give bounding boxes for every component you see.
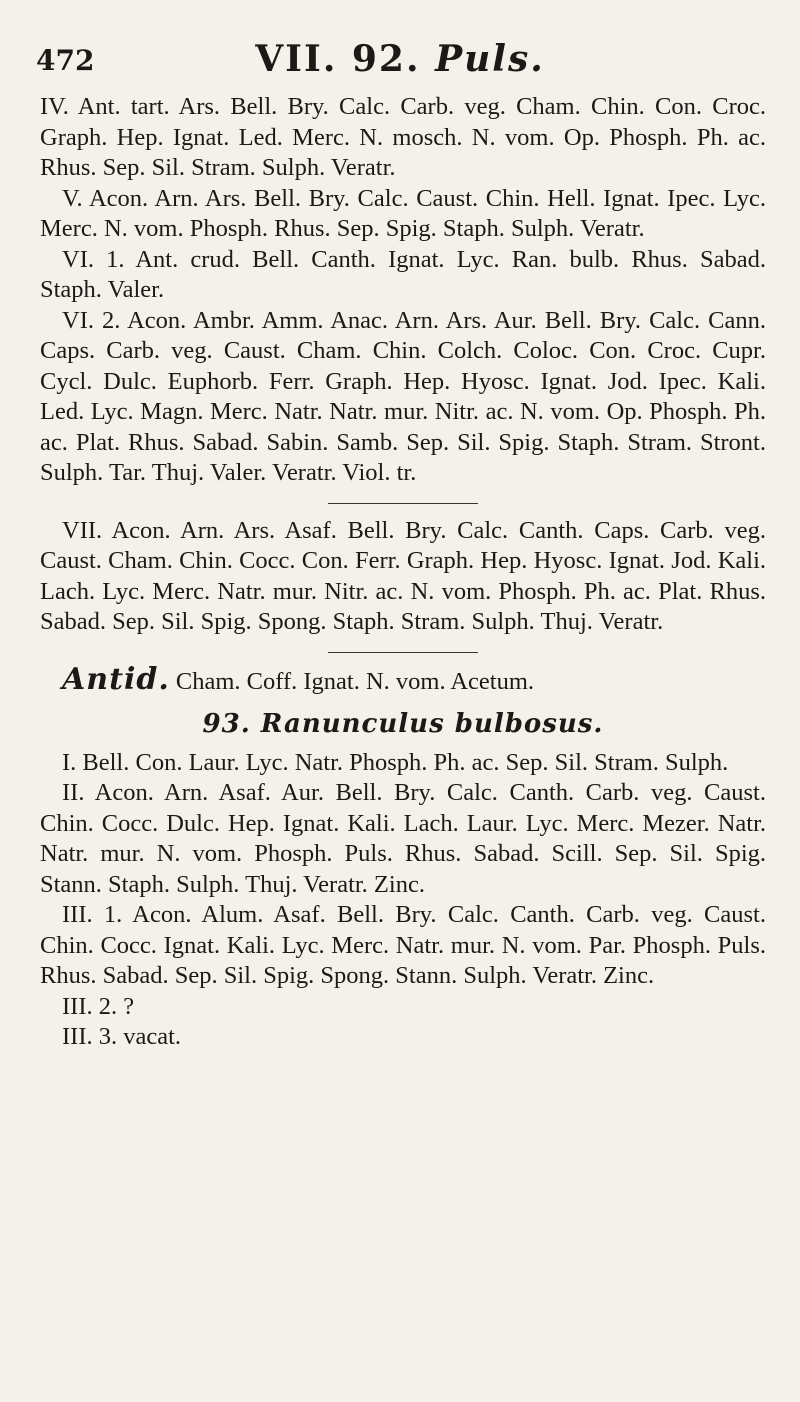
- running-head-section: VII. 92.: [255, 38, 421, 80]
- grade-v-paragraph: V. Acon. Arn. Ars. Bell. Bry. Calc. Caust. Chin. Hell. Ignat. Ipec. Lyc. Merc. N. vom. Phosph. Rhus. Sep. Spig. Staph. Sulph. Veratr.: [40, 184, 766, 242]
- antidote-label: Antid.: [62, 661, 170, 697]
- body-text: [40, 92, 766, 1053]
- page-header: [36, 38, 764, 86]
- grade-vi-2-paragraph: VI. 2. Acon. Ambr. Amm. Anac. Arn. Ars. Aur. Bell. Bry. Calc. Cann. Caps. Carb. veg. Caust. Cham. Chin. Colch. Coloc. Con. Croc. Cupr. Cycl. Dulc. Euphorb. Ferr. Graph. Hep. Hyosc. Ignat. Jod. Ipec. Kali. Led. Lyc. Magn. Merc. Natr. Natr. mur. Nitr. ac. N. vom. Op. Phosph. Ph. ac. Plat. Rhus. Sabad. Sabin. Samb. Sep. Sil. Spig. Staph. Stram. Stront. Sulph. Tar. Thuj. Valer. Veratr. Viol. tr.: [40, 306, 766, 486]
- grade-iv-paragraph: IV. Ant. tart. Ars. Bell. Bry. Calc. Carb. veg. Cham. Chin. Con. Croc. Graph. Hep. Ignat. Led. Merc. N. mosch. N. vom. Op. Phosph. Ph. ac. Rhus. Sep. Sil. Stram. Sulph. Veratr.: [40, 93, 766, 181]
- divider-rule: [328, 652, 478, 653]
- grade-i-paragraph: I. Bell. Con. Laur. Lyc. Natr. Phosph. Ph. ac. Sep. Sil. Stram. Sulph.: [62, 748, 729, 776]
- grade-iii-1-paragraph: III. 1. Acon. Alum. Asaf. Bell. Bry. Calc. Canth. Carb. veg. Caust. Chin. Cocc. Ignat. Kali. Lyc. Merc. Natr. mur. N. vom. Par. Phosph. Puls. Rhus. Sabad. Sep. Sil. Spig. Spong. Stann. Sulph. Veratr. Zinc.: [40, 901, 766, 989]
- grade-vii-paragraph: VII. Acon. Arn. Ars. Asaf. Bell. Bry. Calc. Canth. Caps. Carb. veg. Caust. Cham. Chin. Cocc. Con. Ferr. Graph. Hep. Hyosc. Ignat. Jod. Kali. Lach. Lyc. Merc. Natr. mur. Nitr. ac. N. vom. Phosph. Ph. ac. Plat. Rhus. Sabad. Sep. Sil. Spig. Spong. Staph. Stram. Sulph. Thuj. Veratr.: [40, 516, 766, 635]
- running-head-title: Puls.: [435, 38, 545, 80]
- page-number: 472: [36, 44, 95, 77]
- grade-ii-paragraph: II. Acon. Arn. Asaf. Aur. Bell. Bry. Calc. Canth. Carb. veg. Caust. Chin. Cocc. Dulc. Hep. Ignat. Kali. Lach. Laur. Lyc. Merc. Mezer. Natr. Natr. mur. N. vom. Phosph. Puls. Rhus. Sabad. Scill. Sep. Sil. Spig. Stann. Staph. Sulph. Thuj. Veratr. Zinc.: [40, 779, 766, 898]
- grade-iii-3-paragraph: III. 3. vacat.: [62, 1023, 182, 1050]
- section-heading: 93. Ranunculus bulbosus.: [202, 709, 604, 739]
- grade-vi-1-paragraph: VI. 1. Ant. crud. Bell. Canth. Ignat. Lyc. Ran. bulb. Rhus. Sabad. Staph. Valer.: [40, 245, 766, 303]
- antidote-paragraph: [40, 661, 766, 698]
- antidote-text: Cham. Coff. Ignat. N. vom. Acetum.: [175, 667, 535, 695]
- grade-iii-2-paragraph: III. 2. ?: [62, 992, 135, 1020]
- running-head: [36, 38, 764, 80]
- divider-rule: [328, 503, 478, 504]
